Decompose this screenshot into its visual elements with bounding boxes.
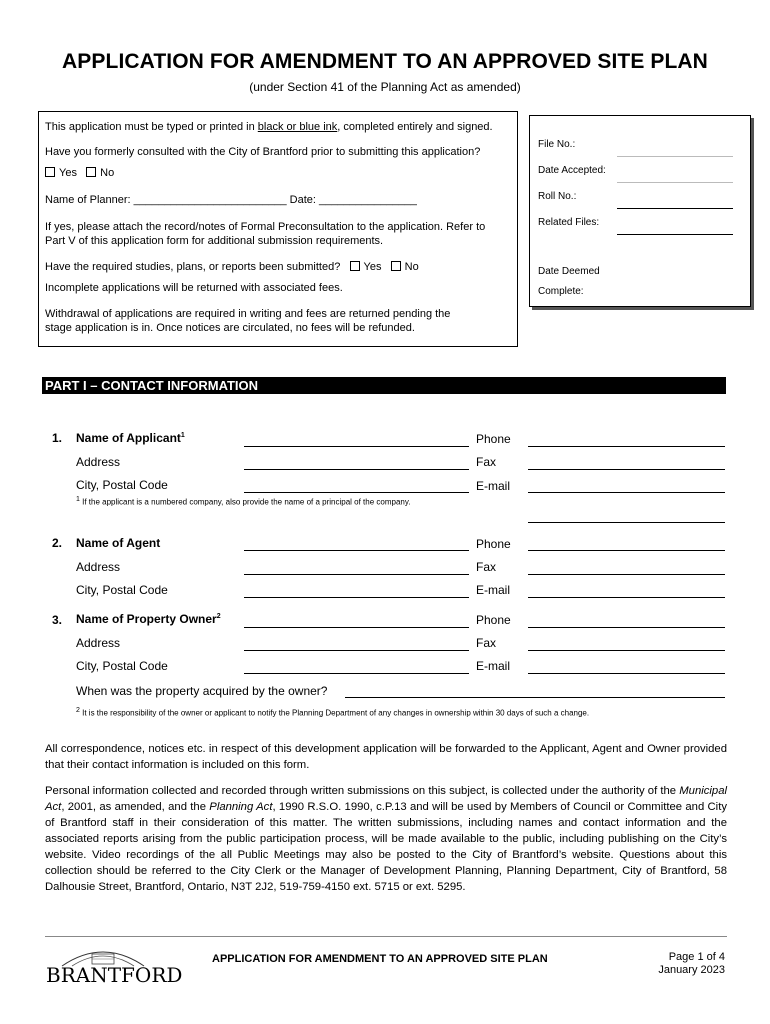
consult-question: Have you formerly consulted with the City of Brantford prior to submitting this application?	[45, 146, 481, 158]
withdrawal-line-2: stage application is in. Once notices are circulated, no fees will be refunded.	[45, 322, 415, 334]
section-2-number: 2.	[52, 536, 63, 550]
applicant-city-label: City, Postal Code	[76, 478, 168, 492]
page-subtitle: (under Section 41 of the Planning Act as amended)	[249, 80, 521, 94]
owner-email-label: E-mail	[476, 659, 511, 673]
agent-city-label: City, Postal Code	[76, 583, 168, 597]
consult-yes-label: Yes	[59, 167, 77, 179]
applicant-city-field[interactable]	[244, 492, 469, 493]
studies-no-label: No	[404, 261, 419, 273]
incomplete-note: Incomplete applications will be returned with associated fees.	[45, 282, 343, 294]
agent-city-field[interactable]	[244, 597, 469, 598]
roll-no-label: Roll No.:	[538, 191, 577, 202]
part-1-header: PART I – CONTACT INFORMATION	[42, 377, 726, 394]
owner-city-label: City, Postal Code	[76, 659, 168, 673]
section-1-number: 1.	[52, 431, 63, 445]
applicant-address-field[interactable]	[244, 469, 469, 470]
agent-phone-field[interactable]	[528, 550, 725, 551]
ink-instruction: This application must be typed or printed in black or blue ink, completed entirely and signed.	[45, 121, 493, 133]
withdrawal-line-1: Withdrawal of applications are required in writing and fees are returned pending the	[45, 308, 451, 320]
applicant-email-label: E-mail	[476, 479, 511, 493]
correspondence-paragraph: All correspondence, notices etc. in respect of this development application will be forwarded to the Applicant, Agent and Owner provided that their contact information is included on this form.	[45, 743, 727, 771]
preconsult-line-1: If yes, please attach the record/notes of Formal Preconsultation to the application. Refer to	[45, 221, 486, 233]
agent-address-label: Address	[76, 560, 121, 574]
agent-email-label: E-mail	[476, 583, 511, 597]
page-number: Page 1 of 4	[668, 951, 725, 963]
owner-phone-field[interactable]	[528, 627, 725, 628]
footer-divider	[45, 936, 727, 937]
acquired-question: When was the property acquired by the owner?	[76, 684, 328, 698]
agent-email-field[interactable]	[528, 597, 725, 598]
date-accepted-field[interactable]	[617, 182, 733, 183]
date-accepted-label: Date Accepted:	[538, 165, 606, 176]
footer-title: APPLICATION FOR AMENDMENT TO AN APPROVED SITE PLAN	[212, 953, 548, 965]
preconsult-line-2: Part V of this application form for additional submission requirements.	[45, 235, 384, 247]
file-no-label: File No.:	[538, 139, 576, 150]
complete-label: Complete:	[538, 286, 584, 297]
applicant-phone-field[interactable]	[528, 446, 725, 447]
consult-no-checkbox[interactable]	[86, 167, 96, 177]
footer-page-info	[610, 951, 725, 977]
applicant-phone-label: Phone	[476, 432, 511, 446]
owner-fax-label: Fax	[476, 636, 497, 650]
acquired-date-field[interactable]	[345, 697, 725, 698]
footnote-1: $^1$ If the applicant is a numbered company, also provide the name of a principal of the company.	[76, 496, 411, 507]
owner-name-label: Name of Property Owner$^2$	[76, 612, 221, 626]
agent-name-field[interactable]	[244, 550, 469, 551]
studies-question: Have the required studies, plans, or reports been submitted?	[45, 261, 341, 273]
agent-name-label: Name of Agent	[76, 536, 161, 550]
agent-phone-label: Phone	[476, 537, 511, 551]
date-deemed-label: Date Deemed	[538, 266, 600, 277]
agent-address-field[interactable]	[244, 574, 469, 575]
privacy-paragraph: Personal information collected and recorded through written submissions on this subject, is collected under the authority of the Municipal Act, 2001, as amended, and the Planning Act, 1990 R.S.O. 1990, c.P.13 and will be used by Members of Council or Committee and City of Brantford staff in their consideration of this matter. The written submissions, including names and contact information and the associated reports arising from the public participation process, will be made available to the public, including publishing on the City’s website. Video recordings of the all Public Meetings may also be posted to the City of Brantford’s website. Questions about this collection should be referred to the City Clerk or the Manager of Development Planning, Planning Department, City of Brantford, 58 Dalhousie Street, Brantford, Ontario, N3T 2J2, 519-759-4150 ext. 5715 or ext. 5295.	[45, 785, 727, 893]
file-no-field[interactable]	[617, 156, 733, 157]
applicant-email-field[interactable]	[528, 492, 725, 493]
related-files-label: Related Files:	[538, 217, 600, 228]
applicant-name-field[interactable]	[244, 446, 469, 447]
applicant-address-label: Address	[76, 455, 121, 469]
brantford-logo: BRANTFORD	[46, 963, 183, 987]
owner-fax-field[interactable]	[528, 650, 725, 651]
applicant-name-label: Name of Applicant$^1$	[76, 431, 185, 445]
applicant-fax-label: Fax	[476, 455, 497, 469]
applicant-fax-field[interactable]	[528, 469, 725, 470]
agent-fax-field[interactable]	[528, 574, 725, 575]
revision-date: January 2023	[658, 964, 725, 976]
owner-phone-label: Phone	[476, 613, 511, 627]
consult-no-label: No	[100, 167, 115, 179]
applicant-email-extra-field[interactable]	[528, 522, 725, 523]
owner-name-field[interactable]	[244, 627, 469, 628]
studies-question-row	[45, 260, 419, 274]
studies-yes-checkbox[interactable]	[350, 261, 360, 271]
studies-no-checkbox[interactable]	[391, 261, 401, 271]
owner-city-field[interactable]	[244, 673, 469, 674]
owner-address-label: Address	[76, 636, 121, 650]
roll-no-field[interactable]	[617, 208, 733, 209]
consult-options	[45, 166, 114, 180]
owner-address-field[interactable]	[244, 650, 469, 651]
section-3-number: 3.	[52, 613, 63, 627]
studies-yes-label: Yes	[363, 261, 382, 273]
footnote-2: $^2$ It is the responsibility of the owner or applicant to notify the Planning Department of any changes in ownership within 30 days of such a change.	[76, 707, 590, 718]
agent-fax-label: Fax	[476, 560, 497, 574]
owner-email-field[interactable]	[528, 673, 725, 674]
planner-date-line: Name of Planner: _________________________ Date: ________________	[45, 194, 417, 206]
related-files-field[interactable]	[617, 234, 733, 235]
consult-yes-checkbox[interactable]	[45, 167, 55, 177]
page-title: APPLICATION FOR AMENDMENT TO AN APPROVED SITE PLAN	[62, 50, 708, 73]
